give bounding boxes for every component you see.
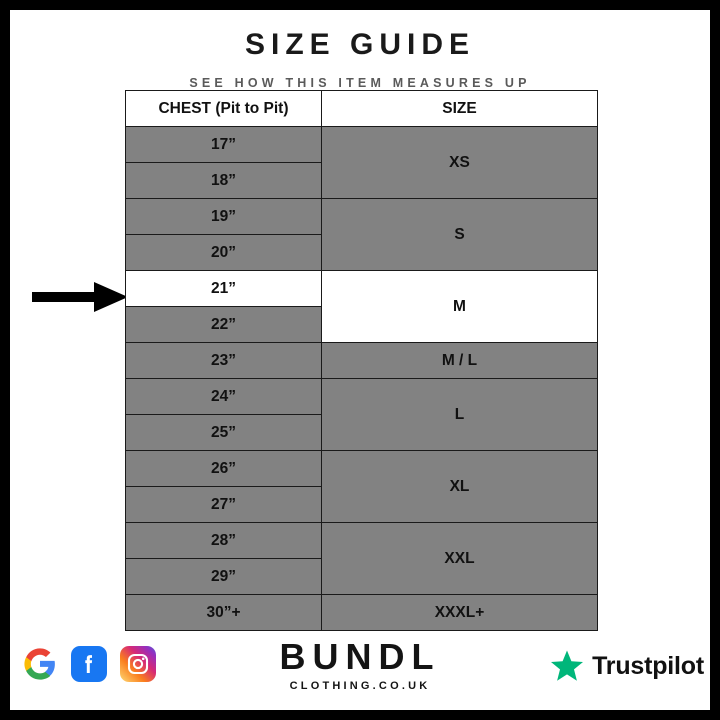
- size-table-body: [126, 127, 598, 631]
- chest-cell: 26”: [126, 451, 322, 487]
- table-row: [126, 379, 598, 415]
- page-title: SIZE GUIDE: [244, 28, 476, 61]
- brand-name: BUNDL: [279, 636, 441, 677]
- trustpilot-badge[interactable]: [549, 648, 704, 684]
- chest-cell: 29”: [126, 559, 322, 595]
- size-cell: M / L: [322, 343, 598, 379]
- column-header-size: SIZE: [322, 91, 598, 127]
- chest-cell: 19”: [126, 199, 322, 235]
- size-cell: M: [322, 271, 598, 343]
- size-cell: XXXL+: [322, 595, 598, 631]
- size-cell: S: [322, 199, 598, 271]
- table-row: [126, 127, 598, 163]
- page-subtitle: SEE HOW THIS ITEM MEASURES UP: [189, 76, 531, 90]
- size-cell: XXL: [322, 523, 598, 595]
- table-row-highlighted: [126, 271, 598, 307]
- chest-cell: 28”: [126, 523, 322, 559]
- table-header-row: [126, 91, 598, 127]
- size-guide-card: [10, 10, 710, 710]
- size-cell: XL: [322, 451, 598, 523]
- size-cell: L: [322, 379, 598, 451]
- chest-cell: 24”: [126, 379, 322, 415]
- trustpilot-star-icon: [549, 648, 585, 684]
- trustpilot-label: Trustpilot: [592, 651, 704, 680]
- table-row: [126, 199, 598, 235]
- chest-cell: 30”+: [126, 595, 322, 631]
- table-row: [126, 343, 598, 379]
- table-row: [126, 595, 598, 631]
- size-table-wrapper: [125, 90, 595, 631]
- table-row: [126, 451, 598, 487]
- size-table: [125, 90, 598, 631]
- footer: [10, 630, 710, 710]
- brand-domain: CLOTHING.CO.UK: [289, 680, 431, 692]
- chest-cell: 18”: [126, 163, 322, 199]
- chest-cell: 20”: [126, 235, 322, 271]
- column-header-chest: CHEST (Pit to Pit): [126, 91, 322, 127]
- arrow-indicator: [32, 282, 128, 312]
- chest-cell: 27”: [126, 487, 322, 523]
- table-row: [126, 523, 598, 559]
- size-cell: XS: [322, 127, 598, 199]
- chest-cell: 21”: [126, 271, 322, 307]
- chest-cell: 23”: [126, 343, 322, 379]
- chest-cell: 25”: [126, 415, 322, 451]
- chest-cell: 22”: [126, 307, 322, 343]
- chest-cell: 17”: [126, 127, 322, 163]
